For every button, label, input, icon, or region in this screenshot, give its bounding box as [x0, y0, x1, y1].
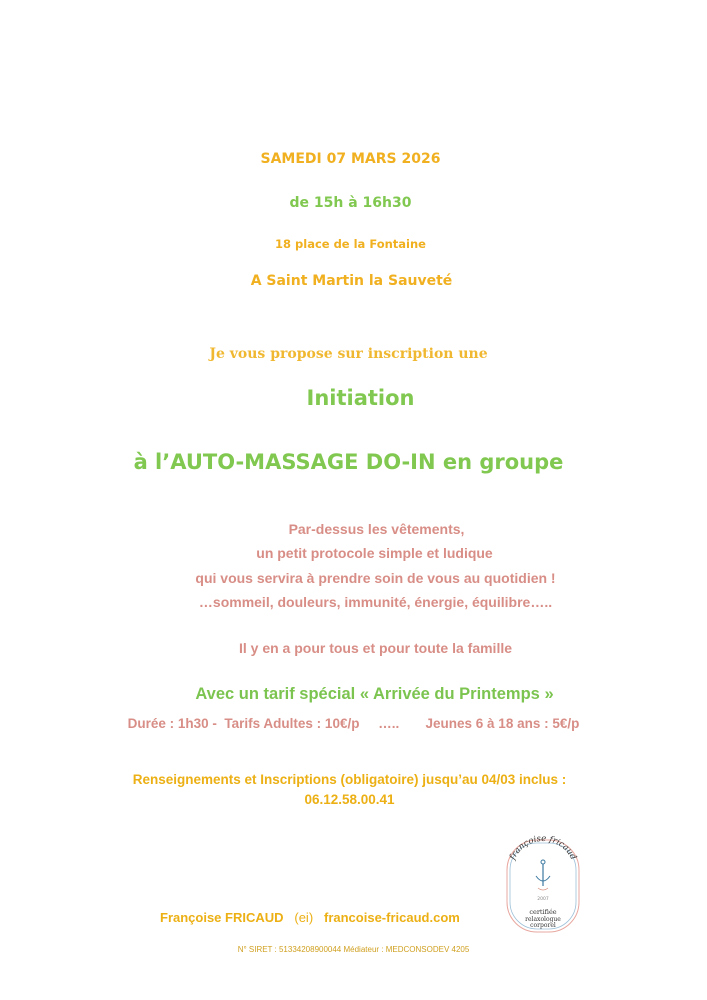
title-initiation: Initiation	[306, 386, 415, 410]
signature-line	[160, 910, 460, 925]
logo-line: corporel	[530, 922, 556, 929]
website-link[interactable]: francoise-fricaud.com	[324, 910, 460, 925]
intro-propose: Je vous propose sur inscription une	[209, 346, 488, 362]
event-hours: de 15h à 16h30	[289, 195, 412, 211]
description-line: …sommeil, douleurs, immunité, énergie, équilibre…..	[198, 594, 553, 610]
siret-mediator: N° SIRET : 51334208900044 Médiateur : MEDCONSODEV 4205	[237, 945, 470, 954]
author-name: Françoise FRICAUD	[160, 910, 284, 925]
pricing-youth: Jeunes 6 à 18 ans : 5€/p	[425, 716, 580, 731]
pricing-headline: Avec un tarif spécial « Arrivée du Printemps »	[195, 685, 554, 703]
event-city: A Saint Martin la Sauveté	[250, 273, 453, 289]
description-family: Il y en a pour tous et pour toute la famille	[238, 640, 513, 656]
description-line: Par-dessus les vêtements,	[288, 521, 465, 537]
certification-logo	[498, 826, 588, 936]
logo-line: certifiée	[529, 908, 557, 916]
contact-phone: 06.12.58.00.41	[304, 792, 395, 807]
pricing-duration: Durée : 1h30 -	[127, 716, 217, 731]
event-date: SAMEDI 07 MARS 2026	[260, 151, 441, 167]
logo-line: relaxologue	[525, 916, 561, 923]
contact-info: Renseignements et Inscriptions (obligatoire) jusqu’au 04/03 inclus :	[132, 772, 567, 787]
logo-arc-text: françoise fricaud	[507, 833, 579, 862]
svg-text:françoise fricaud	[507, 834, 578, 863]
description-line: un petit protocole simple et ludique	[256, 545, 493, 561]
author-ei: (ei)	[294, 910, 314, 925]
logo-mid-text: 2007	[537, 897, 549, 902]
description-line: qui vous servira à prendre soin de vous au quotidien !	[195, 570, 556, 586]
pricing-line	[0, 716, 707, 731]
event-address: 18 place de la Fontaine	[275, 237, 426, 251]
pricing-adults: Tarifs Adultes : 10€/p	[224, 716, 360, 731]
pricing-dots: …..	[378, 716, 400, 731]
title-auto-massage: à l’AUTO-MASSAGE DO-IN en groupe	[133, 450, 564, 474]
